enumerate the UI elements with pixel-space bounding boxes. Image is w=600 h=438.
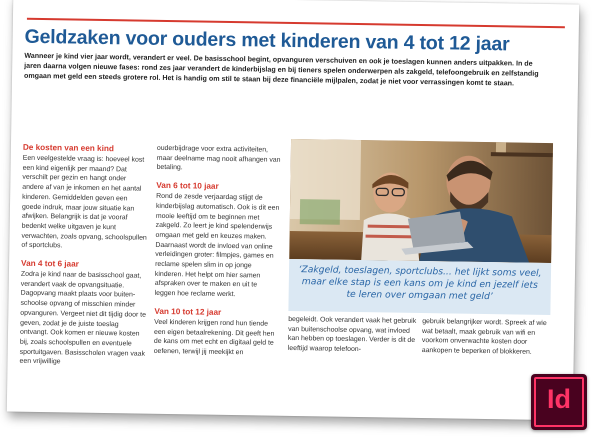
heading-costs: De kosten van een kind <box>22 142 114 154</box>
paragraph-4-6: Zodra je kind naar de basisschool gaat, verandert vaak de opvangsituatie. Dagopvang maakt plaats voor buitenschoolse opvang of misschien minder opvanguren. Vergeet niet dit tijdig door te geven, zodat je de juiste toeslag ontvangt. Ook komen er nieuwe kosten bij, zoals schoolspullen en eventuele sportuitgaven. Basisscholen vragen vaak een vrijwillige <box>19 270 147 366</box>
paragraph-costs: Een veelgestelde vraag is: hoeveel kost een kind eigenlijk per maand? Dat verschilt per gezin en hangt onder andere af van je inkomen en het aantal kinderen. Gemiddelden geven een goede indruk, maar jouw situatie kan afwijken. Belangrijk is dat je vooraf bedenkt welke uitgaven je kunt verwachten, zoals opvang, schoolspullen of sportclubs. <box>21 154 147 250</box>
photo-illustration <box>289 139 553 263</box>
paragraph-10-12: Veel kinderen krijgen rond hun tiende een eigen betaalrekening. Dit geeft hen de kans om met echt en digitaal geld te oefenen, terwijl jij meekijkt en <box>153 318 275 357</box>
bottom-column-1: begeleidt. Ook verandert vaak het gebruik van buitenschoolse opvang, wat invloed kan hebben op toeslagen. Verder is dit de leeftijd waarop telefoon- <box>287 315 417 354</box>
paragraph-6-10: Rond de zesde verjaardag stijgt de kinderbijslag automatisch. Ook is dit een mooie leeftijd om te beginnen met zakgeld. Zo leert je kind spelenderwijs omgaan met geld en keuzes maken. Daarnaast wordt de invloed van online verleidingen groter: filmpjes, games en reclame spelen slim in op jonge kinderen. Het helpt om hier samen afspraken over te maken en uit te leggen hoe reclame werkt. <box>154 192 280 299</box>
pull-quote-box <box>288 259 551 315</box>
indesign-icon-label: Id <box>547 384 571 414</box>
heading-10-12: Van 10 tot 12 jaar <box>154 306 222 317</box>
bottom-column-2: gebruik belangrijker wordt. Spreek af wie wat betaalt, maak gebruik van wifi en voorkom onverwachte kosten door aankopen te beperken of blokkeren. <box>421 318 547 356</box>
article-intro: Wanneer je kind vier jaar wordt, verandert er veel. De basisschool begint, opvanguren verschuiven en ook je toeslagen kunnen anders uitpakken. In de jaren daarna volgen nieuwe fases: rond zes jaar verandert de kinderbijslag en bij tieners spelen onderwerpen als zakgeld, telefoongebruik en zelfstandig omgaan met geld een steeds grotere rol. Het is handig om stil te staan bij deze financiële mijlpalen, zodat je niet voor verrassingen komt te staan. <box>23 51 539 88</box>
pull-quote: ‘Zakgeld, toeslagen, sportclubs... het lijkt soms veel, maar elke stap is een kans om je kind en jezelf iets te leren over omgaan met geld’ <box>298 264 542 303</box>
heading-4-6: Van 4 tot 6 jaar <box>21 258 79 269</box>
magazine-page <box>7 0 579 420</box>
father-son-laptop-photo <box>289 139 553 263</box>
indesign-icon <box>531 374 587 430</box>
column-2 <box>154 144 281 359</box>
article-title: Geldzaken voor ouders met kinderen van 4 tot 12 jaar <box>24 25 510 56</box>
paragraph-continued: ouderbijdrage voor extra activiteiten, maar deelname mag nooit afhangen van betaling. <box>156 144 281 172</box>
heading-6-10: Van 6 tot 10 jaar <box>156 180 219 191</box>
column-1 <box>19 142 149 369</box>
